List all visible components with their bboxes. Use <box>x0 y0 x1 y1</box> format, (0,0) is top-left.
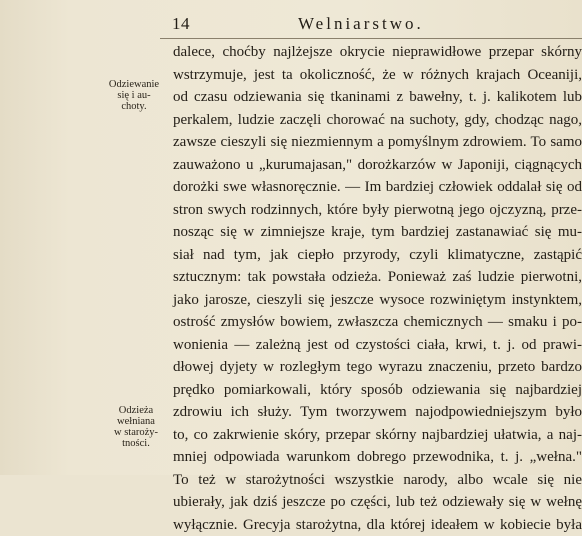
text-line: wstrzymuje, jest ta okoliczność, że w różnych krajach Oceaniji, <box>173 64 582 87</box>
text-line: to, co zakrwienie skóry, przepar skórny najbardziej ułatwia, a naj- <box>173 424 582 447</box>
text-line: ostrość zmysłów bowiem, zwłaszcza chemicznych — smaku i po- <box>173 311 582 334</box>
text-line: zauważono u „kurumajasan," dorożkarzów w Japoniji, ciągnących <box>173 154 582 177</box>
margin-note-line: się i au- <box>106 90 162 101</box>
text-line: siał nad tym, jak ciepło przyrody, czyli klimatyczne, zastąpić <box>173 244 582 267</box>
margin-note-line: Odzieża <box>108 405 164 416</box>
text-line: To też w starożytności wszystkie narody, albo wcale się nie <box>173 469 582 492</box>
margin-note-wool-clothing-antiquity <box>108 405 164 449</box>
body-text <box>173 41 582 536</box>
text-line: perkalem, ludzie zaczęli chorować na suchoty, gdy, chodząc nago, <box>173 109 582 132</box>
margin-note-line: Odziewanie <box>106 79 162 90</box>
text-line: dorożki swe własnoręcznie. — Im bardziej człowiek oddalał się od <box>173 176 582 199</box>
header-rule <box>160 38 582 39</box>
text-line: dalece, choćby najlżejsze okrycie nieprawidłowe przepar skórny <box>173 41 582 64</box>
text-line: zawsze cieszyli się niezmiennym a pomyślnym zdrowiem. To samo <box>173 131 582 154</box>
margin-note-line: w staroży- <box>108 427 164 438</box>
margin-note-line: choty. <box>106 101 162 112</box>
text-line: od czasu odziewania się tkaninami z bawełny, t. j. kalikotem lub <box>173 86 582 109</box>
text-line: sztucznym: tak powstała odzieża. Ponieważ zaś ludzie pierwotni, <box>173 266 582 289</box>
margin-note-line: tności. <box>108 438 164 449</box>
text-line: mniej odpowiada warunkom dobrego przewodnika, t. j. „wełna." <box>173 446 582 469</box>
page-header <box>0 8 582 38</box>
text-line: jako jarosze, cieszyli się jeszcze wysoce rozwiniętym instynktem, <box>173 289 582 312</box>
text-line: nosząc się w zimniejsze kraje, tym bardziej zastanawiać się mu- <box>173 221 582 244</box>
text-line: zdrowiu ich służy. Tym tworzywem najodpowiedniejszym było <box>173 401 582 424</box>
text-line: dłowej dyjety w rozległym tego wyrazu znaczeniu, przeto bardzo <box>173 356 582 379</box>
text-line: prędko pomiarkowali, który sposób odziewania się najbardziej <box>173 379 582 402</box>
text-line: ubierały, jak dziś jeszcze po części, lub też odziewały się w wełnę <box>173 491 582 514</box>
text-line: stron swych rodzinnych, które były pierwotną jego ojczyzną, prze- <box>173 199 582 222</box>
text-line: wonienia — zależną jest od czystości ciała, krwi, t. j. od prawi- <box>173 334 582 357</box>
margin-note-line: wełniana <box>108 416 164 427</box>
page-number: 14 <box>172 14 190 34</box>
margin-note-clothing-and-consumption <box>106 79 162 112</box>
text-line: wyłącznie. Grecyja starożytna, dla której ideałem w kobiecie była <box>173 514 582 536</box>
running-title: Welniarstwo. <box>298 14 424 34</box>
